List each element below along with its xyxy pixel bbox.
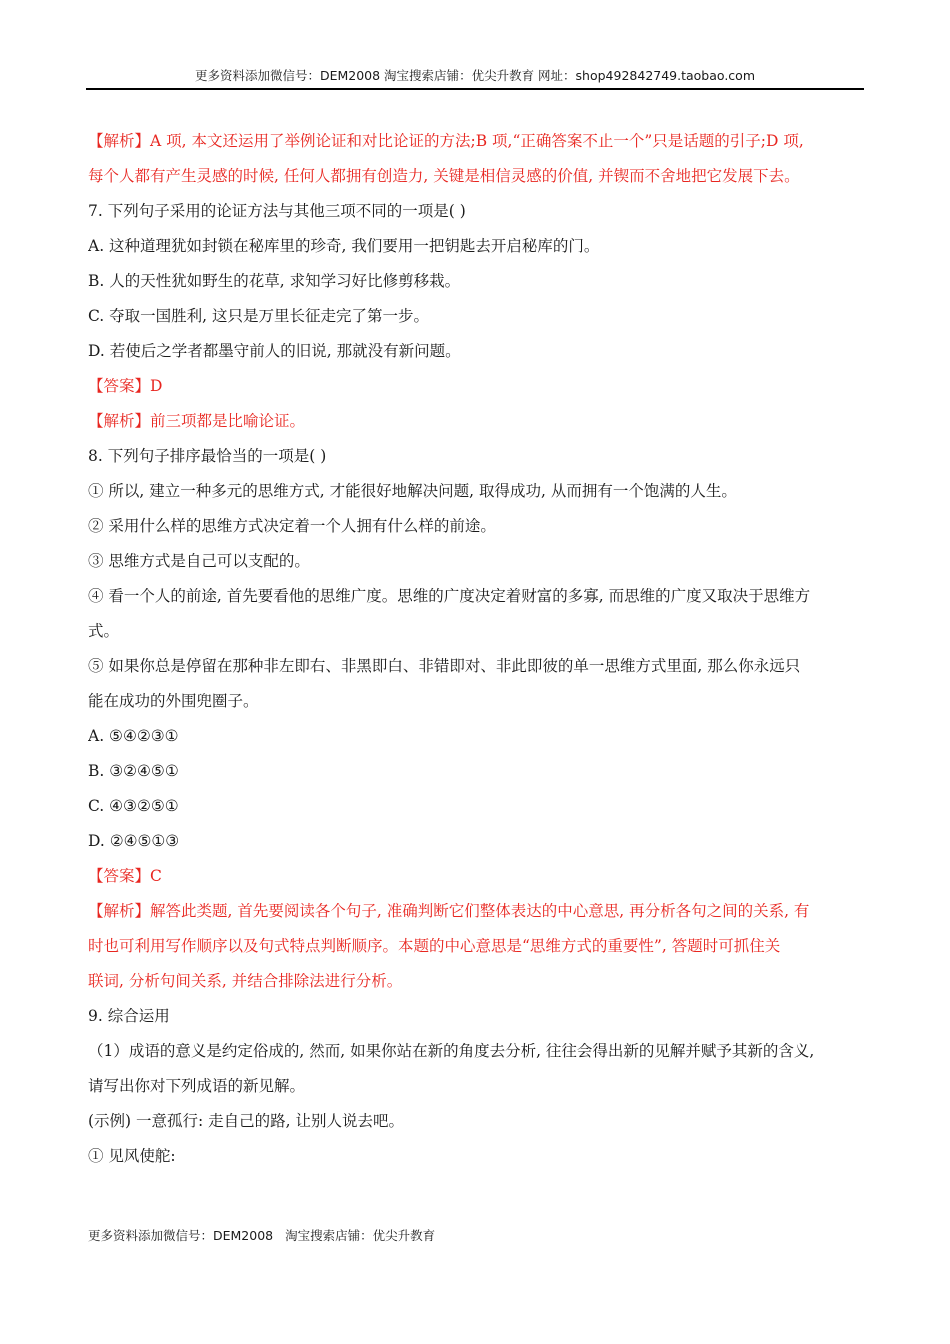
text-line: [88, 789, 864, 824]
text-line: [88, 824, 864, 859]
text-line: [88, 964, 864, 999]
page-footer: [88, 1226, 435, 1246]
text-line: [88, 894, 864, 929]
line-text: (示例) 一意孤行: 走自己的路, 让别人说去吧。: [88, 1112, 405, 1130]
header-text: 更多资料添加微信号：DEM2008 淘宝搜索店铺：优尖升教育 网址：shop492842749.taobao.com: [194, 68, 756, 83]
line-text: 9. 综合运用: [88, 1007, 170, 1025]
text-line: [88, 194, 864, 229]
line-text: 式。: [88, 622, 120, 640]
line-text: D: [150, 377, 163, 395]
line-text: ④ 看一个人的前途, 首先要看他的思维广度。思维的广度决定着财富的多寡, 而思维的广度又取决于思维方: [88, 587, 811, 605]
line-text: D. 若使后之学者都墨守前人的旧说, 那就没有新问题。: [88, 342, 461, 360]
document-body: [88, 124, 864, 1174]
line-text: A. ⑤④②③①: [88, 727, 179, 745]
line-text: 每个人都有产生灵感的时候, 任何人都拥有创造力, 关键是相信灵感的价值, 并锲而不舍地把它发展下去。: [88, 167, 800, 185]
text-line: [88, 474, 864, 509]
line-text: ① 所以, 建立一种多元的思维方式, 才能很好地解决问题, 取得成功, 从而拥有一个饱满的人生。: [88, 482, 737, 500]
line-text: 前三项都是比喻论证。: [150, 412, 306, 430]
line-text: 时也可利用写作顺序以及句式特点判断顺序。本题的中心意思是“思维方式的重要性”, 答题时可抓住关: [88, 937, 781, 955]
text-line: [88, 439, 864, 474]
page-header: [86, 66, 864, 90]
text-line: [88, 124, 864, 159]
text-line: [88, 544, 864, 579]
text-line: [88, 684, 864, 719]
text-line: [88, 404, 864, 439]
footer-wechat: 更多资料添加微信号：DEM2008: [88, 1228, 274, 1243]
line-text: ① 见风使舵:: [88, 1147, 176, 1165]
line-text: 7. 下列句子采用的论证方法与其他三项不同的一项是( ): [88, 202, 466, 220]
text-line: [88, 929, 864, 964]
line-text: D. ②④⑤①③: [88, 832, 180, 850]
section-tag: 【解析】: [88, 902, 151, 920]
text-line: [88, 754, 864, 789]
line-text: 联词, 分析句间关系, 并结合排除法进行分析。: [88, 972, 403, 990]
line-text: 解答此类题, 首先要阅读各个句子, 准确判断它们整体表达的中心意思, 再分析各句之间的关系, 有: [150, 902, 810, 920]
line-text: B. ③②④⑤①: [88, 762, 179, 780]
text-line: [88, 1139, 864, 1174]
text-line: [88, 1069, 864, 1104]
line-text: C. 夺取一国胜利, 这只是万里长征走完了第一步。: [88, 307, 430, 325]
section-tag: 【答案】: [88, 377, 151, 395]
text-line: [88, 509, 864, 544]
line-text: ③ 思维方式是自己可以支配的。: [88, 552, 310, 570]
line-text: 8. 下列句子排序最恰当的一项是( ): [88, 447, 327, 465]
text-line: [88, 264, 864, 299]
text-line: [88, 649, 864, 684]
text-line: [88, 299, 864, 334]
line-text: ⑤ 如果你总是停留在那种非左即右、非黑即白、非错即对、非此即彼的单一思维方式里面, 那么你永远只: [88, 657, 801, 675]
line-text: 能在成功的外围兜圈子。: [88, 692, 259, 710]
line-text: （1）成语的意义是约定俗成的, 然而, 如果你站在新的角度去分析, 往往会得出新的见解并赋予其新的含义,: [88, 1042, 815, 1060]
text-line: [88, 1034, 864, 1069]
text-line: [88, 334, 864, 369]
section-tag: 【解析】: [88, 412, 151, 430]
line-text: C: [150, 867, 162, 885]
text-line: [88, 369, 864, 404]
line-text: B. 人的天性犹如野生的花草, 求知学习好比修剪移栽。: [88, 272, 461, 290]
line-text: ② 采用什么样的思维方式决定着一个人拥有什么样的前途。: [88, 517, 496, 535]
text-line: [88, 719, 864, 754]
line-text: C. ④③②⑤①: [88, 797, 179, 815]
line-text: A 项, 本文还运用了举例论证和对比论证的方法;B 项,“正确答案不止一个”只是话题的引子;D 项,: [150, 132, 804, 150]
section-tag: 【解析】: [88, 132, 151, 150]
text-line: [88, 614, 864, 649]
text-line: [88, 229, 864, 264]
line-text: A. 这种道理犹如封锁在秘库里的珍奇, 我们要用一把钥匙去开启秘库的门。: [88, 237, 600, 255]
text-line: [88, 859, 864, 894]
section-tag: 【答案】: [88, 867, 151, 885]
line-text: 请写出你对下列成语的新见解。: [88, 1077, 306, 1095]
text-line: [88, 1104, 864, 1139]
footer-shop: 淘宝搜索店铺：优尖升教育: [285, 1228, 436, 1243]
text-line: [88, 579, 864, 614]
text-line: [88, 159, 864, 194]
text-line: [88, 999, 864, 1034]
